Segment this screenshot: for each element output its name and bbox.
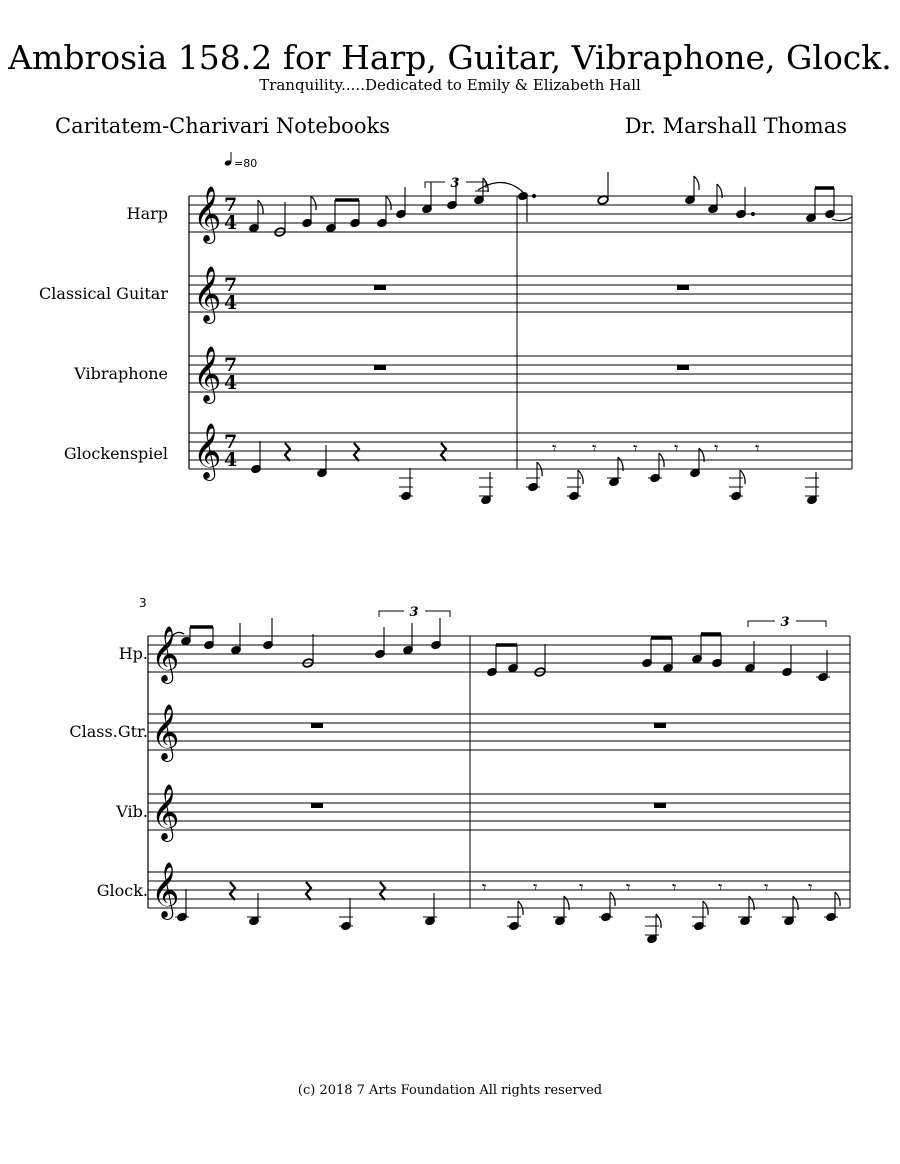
eighth-note <box>607 457 623 487</box>
staff-guitar <box>189 276 852 312</box>
treble-clef: 𝄞 <box>151 784 180 840</box>
treble-clef: 𝄞 <box>193 266 222 322</box>
time-signature-top: 7 <box>224 354 238 376</box>
instrument-label-glockenspiel-short: Glock. <box>96 881 148 900</box>
time-signature-bottom: 4 <box>224 212 238 234</box>
notebook-credit: Caritatem-Charivari Notebooks <box>55 114 390 138</box>
eighth-rest: 𝄾 <box>672 878 677 898</box>
treble-clef: 𝄞 <box>193 186 222 242</box>
eighth-note <box>553 896 569 926</box>
staff-guitar-2 <box>148 714 850 750</box>
system-1 <box>39 152 852 505</box>
quarter-rest <box>354 443 359 461</box>
quarter-rest <box>230 882 235 900</box>
harp-measure-3 <box>172 618 441 668</box>
treble-clef: 𝄞 <box>151 626 180 682</box>
whole-rest <box>311 723 323 728</box>
instrument-label-vibraphone-short: Vib. <box>116 802 148 821</box>
eighth-note <box>648 453 664 483</box>
eighth-note <box>507 901 523 931</box>
eighth-note <box>738 896 754 926</box>
eighth-rest: 𝄾 <box>674 439 679 459</box>
harp-measure-1 <box>249 178 523 237</box>
whole-rest <box>311 803 323 808</box>
instrument-label-guitar-short: Class.Gtr. <box>69 722 148 741</box>
tempo-marking <box>224 152 257 170</box>
eighth-note <box>729 470 745 501</box>
quarter-rest <box>306 882 311 900</box>
time-signature-bottom: 4 <box>224 372 238 394</box>
whole-rests-2 <box>311 723 666 808</box>
tuplet-bracket <box>379 605 450 620</box>
copyright-notice: (c) 2018 7 Arts Foundation All rights reserved <box>297 1083 603 1098</box>
whole-rests <box>374 285 689 370</box>
composer-name: Dr. Marshall Thomas <box>624 114 847 138</box>
tuplet-number: 3 <box>450 176 460 191</box>
eighth-note <box>692 901 708 931</box>
eighth-note <box>824 892 840 922</box>
staff-harp-2 <box>148 636 850 672</box>
treble-clef: 𝄞 <box>193 346 222 402</box>
eighth-rest: 𝄾 <box>626 878 631 898</box>
treble-clef: 𝄞 <box>193 423 222 479</box>
instrument-label-glockenspiel: Glockenspiel <box>63 444 168 463</box>
time-signature-bottom: 4 <box>224 449 238 471</box>
harp-measure-2 <box>518 172 852 223</box>
instrument-label-harp-short: Hp. <box>118 644 148 663</box>
whole-rest <box>677 285 689 290</box>
system-2 <box>69 596 850 944</box>
eighth-rest: 𝄾 <box>592 439 597 459</box>
measure-number: 3 <box>139 596 147 610</box>
whole-rest <box>654 723 666 728</box>
quarter-rest <box>285 443 290 461</box>
instrument-label-guitar: Classical Guitar <box>39 284 168 303</box>
treble-clef: 𝄞 <box>151 704 180 760</box>
time-signature-top: 7 <box>224 194 238 216</box>
score-subtitle: Tranquility.....Dedicated to Emily & Elizabeth Hall <box>259 76 641 94</box>
tie <box>832 217 852 221</box>
treble-clefs-2 <box>151 626 179 920</box>
eighth-note <box>782 896 798 926</box>
eighth-rest: 𝄾 <box>808 878 813 898</box>
whole-rest <box>677 365 689 370</box>
tuplet-number: 3 <box>780 615 790 630</box>
tuplet-number: 3 <box>409 605 419 620</box>
eighth-note <box>599 892 615 922</box>
eighth-rest: 𝄾 <box>633 439 638 459</box>
tempo-value: =80 <box>234 157 258 170</box>
eighth-note <box>526 462 542 492</box>
quarter-note <box>805 472 819 505</box>
tuplet-bracket <box>425 176 486 191</box>
whole-rest <box>374 285 386 290</box>
time-signature-bottom: 4 <box>224 292 238 314</box>
eighth-rest: 𝄾 <box>482 878 487 898</box>
eighth-rest: 𝄾 <box>579 878 584 898</box>
eighth-rest: 𝄾 <box>755 439 760 459</box>
whole-rest <box>654 803 666 808</box>
eighth-rest: 𝄾 <box>764 878 769 898</box>
staff-vibraphone <box>189 356 852 392</box>
eighth-note <box>690 448 705 478</box>
glock-measure-4 <box>482 878 840 944</box>
eighth-note <box>567 470 583 501</box>
time-signature-top: 7 <box>224 274 238 296</box>
harp-measure-4 <box>487 634 830 682</box>
eighth-rest: 𝄾 <box>552 439 557 459</box>
glock-measure-3 <box>175 882 437 931</box>
eighth-rest: 𝄾 <box>718 878 723 898</box>
staff-glockenspiel-2 <box>148 872 850 908</box>
glock-measure-2 <box>526 439 819 505</box>
tuplet-bracket <box>748 615 826 630</box>
instrument-label-vibraphone: Vibraphone <box>74 364 168 383</box>
time-signatures <box>224 194 237 471</box>
eighth-note <box>645 914 661 944</box>
quarter-rest <box>441 443 446 461</box>
score-title: Ambrosia 158.2 for Harp, Guitar, Vibraphone, Glock. <box>8 38 892 77</box>
whole-rest <box>374 365 386 370</box>
time-signature-top: 7 <box>224 431 238 453</box>
treble-clefs <box>193 186 221 481</box>
instrument-label-harp: Harp <box>126 204 168 223</box>
staff-vibraphone-2 <box>148 794 850 830</box>
quarter-rest <box>380 882 385 900</box>
treble-clef: 𝄞 <box>151 862 180 918</box>
eighth-rest: 𝄾 <box>714 439 719 459</box>
eighth-rest: 𝄾 <box>533 878 538 898</box>
